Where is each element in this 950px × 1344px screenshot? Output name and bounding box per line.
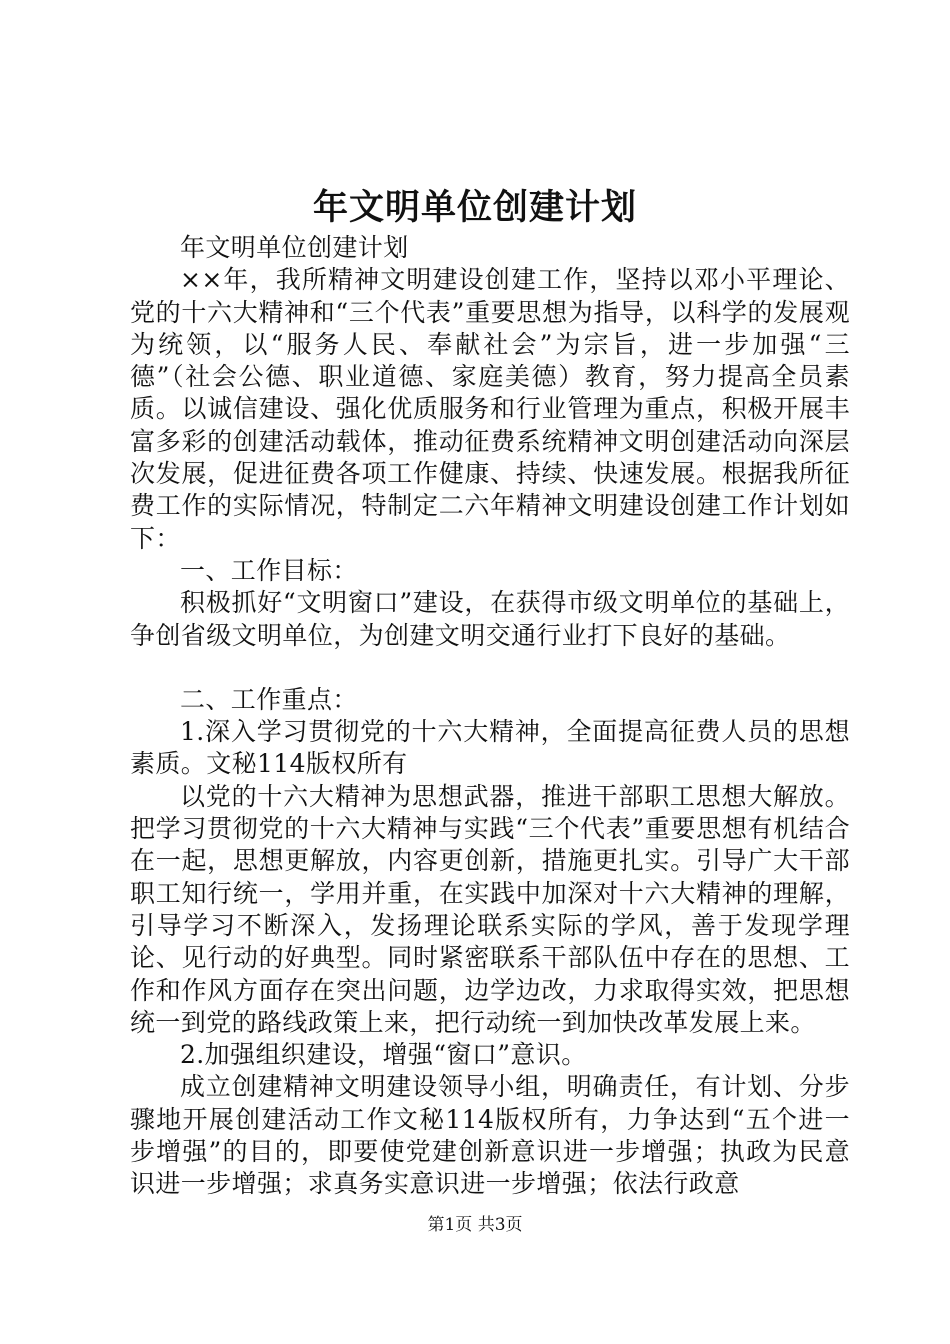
paragraph-subtitle: 年文明单位创建计划 — [180, 233, 409, 262]
page-footer: 第1页 共3页 — [427, 1215, 523, 1235]
section-heading-goals: 一、工作目标： — [180, 555, 358, 585]
paragraph-item-2: 成立创建精神文明建设领导小组，明确责任，有计划、分步骤地开展创建活动工作文秘114版权所有，力争达到“五个进一步增强”的目的，即要使党建创新意识进一步增强；执政为民意识进一步增强；求真务实意识进一步增强；依法行政意 — [130, 1072, 850, 1199]
document-body — [130, 232, 850, 1201]
item-heading-1: 1.深入学习贯彻党的十六大精神，全面提高征费人员的思想素质。文秘114版权所有 — [130, 717, 850, 779]
section-heading-priorities: 二、工作重点： — [180, 684, 358, 714]
paragraph-intro: ××年，我所精神文明建设创建工作，坚持以邓小平理论、党的十六大精神和“三个代表”重要思想为指导，以科学的发展观为统领，以“服务人民、奉献社会”为宗旨，进一步加强“三德”（社会公德、职业道德、家庭美德）教育，努力提高全员素质。以诚信建设、强化优质服务和行业管理为重点，积极开展丰富多彩的创建活动载体，推动征费系统精神文明创建活动向深层次发展，促进征费各项工作健康、持续、快速发展。根据我所征费工作的实际情况，特制定二六年精神文明建设创建工作计划如下： — [130, 265, 850, 553]
document-title: 年文明单位创建计划 — [312, 187, 637, 228]
paragraph-goals: 积极抓好“文明窗口”建设，在获得市级文明单位的基础上，争创省级文明单位，为创建文明交通行业打下良好的基础。 — [130, 588, 850, 650]
item-heading-2: 2.加强组织建设，增强“窗口”意识。 — [180, 1040, 587, 1070]
paragraph-item-1: 以党的十六大精神为思想武器，推进干部职工思想大解放。把学习贯彻党的十六大精神与实践“三个代表”重要思想有机结合在一起，思想更解放，内容更创新，措施更扎实。引导广大干部职工知行统一，学用并重，在实践中加深对十六大精神的理解，引导学习不断深入，发扬理论联系实际的学风，善于发现学理论、见行动的好典型。同时紧密联系干部队伍中存在的思想、工作和作风方面存在突出问题，边学边改，力求取得实效，把思想统一到党的路线政策上来，把行动统一到加快改革发展上来。 — [130, 781, 850, 1037]
